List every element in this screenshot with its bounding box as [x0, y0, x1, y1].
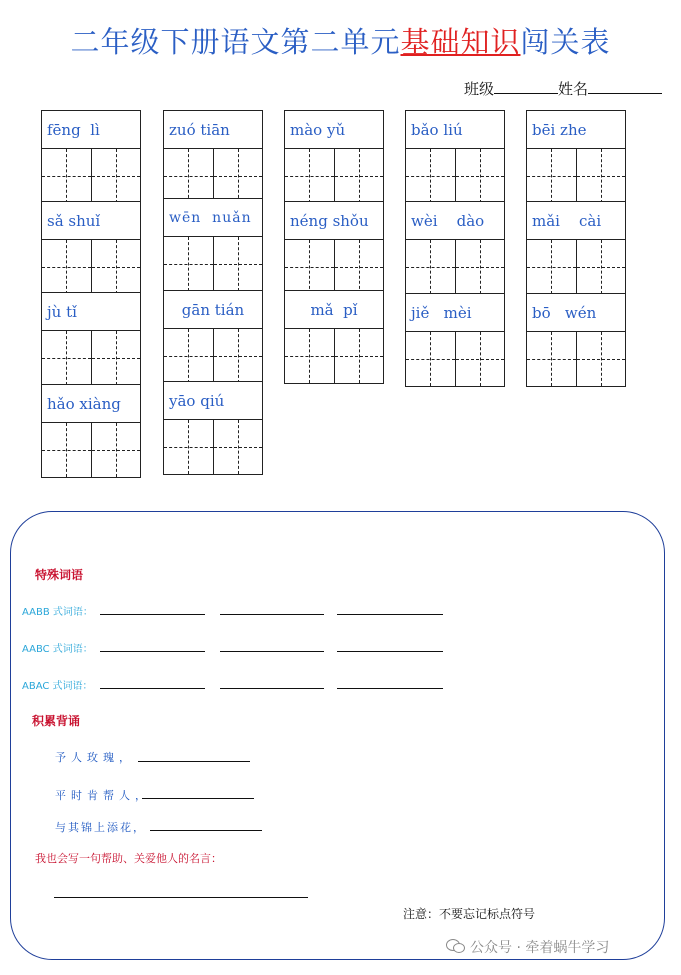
tianzige-row[interactable] [406, 149, 504, 203]
pinyin-label: wèi dào [406, 202, 504, 240]
tianzige-row[interactable] [406, 240, 504, 294]
write-quote-prompt: 我也会写一句帮助、关爱他人的名言： [35, 852, 222, 865]
title-highlight: 基础知识 [400, 25, 521, 59]
pinyin-label: fēng lì [42, 111, 140, 149]
page-title: 二年级下册语文第二单元基础知识闯关表 [70, 25, 611, 59]
tianzige-row[interactable] [527, 332, 625, 386]
pinyin-label: bēi zhe [527, 111, 625, 149]
word-box [526, 293, 626, 387]
aabb-blank-3[interactable] [337, 614, 443, 615]
footer-watermark: 公众号 · 牵着蜗牛学习 [446, 937, 609, 957]
aabc-blank-3[interactable] [337, 651, 443, 652]
pinyin-label: jiě mèi [406, 294, 504, 332]
word-box [405, 293, 505, 387]
pinyin-label: mǎi cài [527, 202, 625, 240]
word-box [41, 384, 141, 478]
tianzige-row[interactable] [42, 423, 140, 477]
word-box [284, 110, 384, 204]
tianzige-row[interactable] [406, 332, 504, 386]
verse-blank-3[interactable] [150, 830, 262, 831]
word-box [284, 290, 384, 384]
verse-line-2: 平时肯帮人， [55, 789, 151, 802]
pinyin-label: zuó tiān [164, 111, 262, 149]
name-label: 姓名 [558, 80, 589, 98]
word-box [163, 110, 263, 204]
pinyin-label: gān tián [164, 291, 262, 329]
tianzige-row[interactable] [285, 149, 383, 203]
abac-blank-3[interactable] [337, 688, 443, 689]
class-label: 班级 [464, 80, 495, 98]
pinyin-label: néng shǒu [285, 202, 383, 240]
abac-blank-2[interactable] [220, 688, 324, 689]
aabc-blank-2[interactable] [220, 651, 324, 652]
verse-line-3: 与其锦上添花， [55, 821, 146, 834]
word-box [41, 201, 141, 295]
verse-blank-1[interactable] [138, 761, 250, 762]
name-blank[interactable] [588, 92, 662, 94]
abac-blank-1[interactable] [100, 688, 205, 689]
word-box [163, 198, 263, 292]
tianzige-row[interactable] [164, 329, 262, 383]
aabc-blank-1[interactable] [100, 651, 205, 652]
tianzige-row[interactable] [527, 240, 625, 294]
aabb-label: AABB 式词语： [22, 607, 93, 618]
verse-blank-2[interactable] [142, 798, 254, 799]
word-box [526, 201, 626, 295]
word-box [405, 110, 505, 204]
tianzige-row[interactable] [527, 149, 625, 203]
tianzige-row[interactable] [42, 240, 140, 294]
pinyin-label: bō wén [527, 294, 625, 332]
verse-line-1: 予人玫瑰， [55, 751, 135, 764]
tianzige-row[interactable] [285, 240, 383, 294]
pinyin-label: sǎ shuǐ [42, 202, 140, 240]
pinyin-label: mǎ pǐ [285, 291, 383, 329]
pinyin-label: mào yǔ [285, 111, 383, 149]
word-box [526, 110, 626, 204]
tianzige-row[interactable] [164, 237, 262, 291]
class-name-line [464, 78, 662, 99]
class-blank[interactable] [494, 92, 558, 94]
aabb-blank-1[interactable] [100, 614, 205, 615]
abac-label: ABAC 式词语： [22, 681, 93, 692]
tianzige-row[interactable] [42, 149, 140, 203]
pinyin-label: jù tǐ [42, 293, 140, 331]
wechat-icon [446, 939, 466, 954]
word-box [41, 292, 141, 386]
pinyin-label: yāo qiú [164, 382, 262, 420]
word-box [163, 290, 263, 384]
tianzige-row[interactable] [285, 329, 383, 383]
tianzige-row[interactable] [42, 331, 140, 385]
section-title-recite: 积累背诵 [32, 714, 81, 728]
word-box [284, 201, 384, 295]
quote-blank[interactable] [54, 897, 308, 898]
pinyin-label: wēn nuǎn [164, 199, 262, 237]
exercise-frame [10, 511, 665, 960]
pinyin-label: bǎo liú [406, 111, 504, 149]
section-title-special-words: 特殊词语 [35, 568, 84, 582]
tianzige-row[interactable] [164, 149, 262, 203]
word-box [41, 110, 141, 204]
aabb-blank-2[interactable] [220, 614, 324, 615]
aabc-label: AABC 式词语： [22, 644, 93, 655]
word-box [163, 381, 263, 475]
tianzige-row[interactable] [164, 420, 262, 474]
word-box [405, 201, 505, 295]
pinyin-label: hǎo xiàng [42, 385, 140, 423]
punctuation-note: 注意：不要忘记标点符号 [403, 907, 536, 921]
